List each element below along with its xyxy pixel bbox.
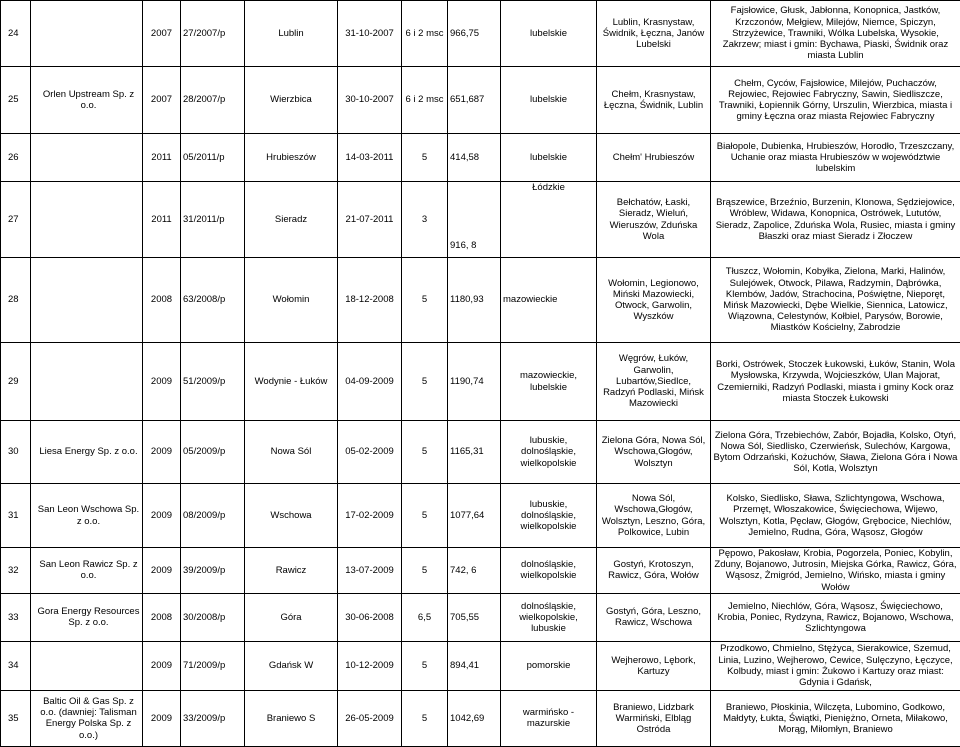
communes-cell: Fajsłowice, Głusk, Jabłonna, Konopnica, Jastków, Krzczonów, Mełgiew, Milejów, Niemce, Spiczyn, Strzyżewice, Trawniki, Wólka Lubelska, Wysokie, Zakrzew; miast i gmin: Bychawa, Piaski, Świdnik oraz miasta Lublin [711, 1, 960, 67]
communes-cell: Przodkowo, Chmielno, Stężyca, Sierakowice, Szemud, Linia, Luzino, Wejherowo, Cewice, Sulęczyno, Łęczyce, Kolbudy, miast i gmin: Żukowo i Kartuzy oraz miast: Gdynia i Gdańsk, [711, 641, 960, 690]
voivodeship-cell: lubelskie [501, 1, 597, 67]
year-cell: 2009 [143, 690, 181, 746]
concession-number-cell: 63/2008/p [181, 258, 245, 343]
table-row [1, 484, 960, 548]
company-name-cell: San Leon Rawicz Sp. z o.o. [31, 548, 143, 594]
validity-period-cell: 5 [402, 641, 448, 690]
counties-cell: Chełm, Krasnystaw, Łęczna, Świdnik, Lublin [597, 67, 711, 134]
company-name-cell: Gora Energy Resources Sp. z o.o. [31, 593, 143, 641]
area-km2-cell: 1165,31 [448, 421, 501, 484]
area-km2-cell: 916, 8 [448, 182, 501, 258]
company-name-cell: San Leon Wschowa Sp. z o.o. [31, 484, 143, 548]
company-name-cell: Baltic Oil & Gas Sp. z o.o. (dawniej: Talisman Energy Polska Sp. z o.o.) [31, 690, 143, 746]
voivodeship-cell: lubuskie, dolnośląskie, wielkopolskie [501, 421, 597, 484]
concession-name-cell: Wschowa [245, 484, 338, 548]
validity-period-cell: 6 i 2 msc [402, 67, 448, 134]
grant-date-cell: 13-07-2009 [338, 548, 402, 594]
row-number-cell: 35 [1, 690, 31, 746]
year-cell: 2011 [143, 134, 181, 182]
row-number-cell: 30 [1, 421, 31, 484]
table-row [1, 67, 960, 134]
concession-number-cell: 08/2009/p [181, 484, 245, 548]
area-km2-cell: 966,75 [448, 1, 501, 67]
concession-number-cell: 33/2009/p [181, 690, 245, 746]
grant-date-cell: 30-10-2007 [338, 67, 402, 134]
table-row [1, 421, 960, 484]
validity-period-cell: 6 i 2 msc [402, 1, 448, 67]
validity-period-cell: 5 [402, 258, 448, 343]
counties-cell: Węgrów, Łuków, Garwolin, Lubartów,Siedlce, Radzyń Podlaski, Mińsk Mazowiecki [597, 343, 711, 421]
voivodeship-cell: Łódzkie [501, 182, 597, 258]
year-cell: 2008 [143, 593, 181, 641]
concession-name-cell: Wodynie - Łuków [245, 343, 338, 421]
row-number-cell: 33 [1, 593, 31, 641]
counties-cell: Lublin, Krasnystaw, Świdnik, Łęczna, Janów Lubelski [597, 1, 711, 67]
communes-cell: Borki, Ostrówek, Stoczek Łukowski, Łuków, Stanin, Wola Mysłowska, Krzywda, Wojcieszków, Ulan Majorat, Czemierniki, Radzyń Podlaski, miasta i gminy Kock oraz miasta Stoczek Łukowski [711, 343, 960, 421]
row-number-cell: 32 [1, 548, 31, 594]
concession-number-cell: 39/2009/p [181, 548, 245, 594]
row-number-cell: 29 [1, 343, 31, 421]
counties-cell: Zielona Góra, Nowa Sól, Wschowa,Głogów, Wolsztyn [597, 421, 711, 484]
year-cell: 2011 [143, 182, 181, 258]
counties-cell: Nowa Sól, Wschowa,Głogów, Wolsztyn, Leszno, Góra, Polkowice, Lubin [597, 484, 711, 548]
company-name-cell [31, 134, 143, 182]
validity-period-cell: 5 [402, 548, 448, 594]
area-km2-cell: 1190,74 [448, 343, 501, 421]
communes-cell: Pępowo, Pakosław, Krobia, Pogorzela, Poniec, Kobylin, Zduny, Bojanowo, Jutrosin, Miejska Górka, Rawicz, Góra, Wąsosz, Żmigród, Jemielno, Wińsko, miasta i gminy Wołów [711, 548, 960, 594]
concession-name-cell: Gdańsk W [245, 641, 338, 690]
table-row [1, 343, 960, 421]
counties-cell: Braniewo, Lidzbark Warmiński, Elbląg Ostróda [597, 690, 711, 746]
grant-date-cell: 05-02-2009 [338, 421, 402, 484]
concession-name-cell: Rawicz [245, 548, 338, 594]
concession-number-cell: 27/2007/p [181, 1, 245, 67]
grant-date-cell: 04-09-2009 [338, 343, 402, 421]
row-number-cell: 34 [1, 641, 31, 690]
concession-name-cell: Wierzbica [245, 67, 338, 134]
voivodeship-cell: lubelskie [501, 134, 597, 182]
concession-name-cell: Hrubieszów [245, 134, 338, 182]
row-number-cell: 27 [1, 182, 31, 258]
communes-cell: Braniewo, Płoskinia, Wilczęta, Lubomino, Godkowo, Małdyty, Łukta, Świątki, Pieniężno, Orneta, Miłakowo, Morąg, Miłomłyn, Braniewo [711, 690, 960, 746]
area-km2-cell: 651,687 [448, 67, 501, 134]
validity-period-cell: 5 [402, 484, 448, 548]
company-name-cell: Liesa Energy Sp. z o.o. [31, 421, 143, 484]
concession-name-cell: Góra [245, 593, 338, 641]
concession-name-cell: Wołomin [245, 258, 338, 343]
table-row [1, 182, 960, 258]
communes-cell: Brąszewice, Brzeźnio, Burzenin, Klonowa, Sędziejowice, Wróblew, Widawa, Konopnica, Ostrówek, Lututów, Sieradz, Zapolice, Zduńska Wola, Rusiec, miasta i gminy Błaszki oraz miast Sieradz i Złoczew [711, 182, 960, 258]
communes-cell: Białopole, Dubienka, Hrubieszów, Horodło, Trzeszczany, Uchanie oraz miasta Hrubieszów w województwie lubelskim [711, 134, 960, 182]
year-cell: 2007 [143, 1, 181, 67]
row-number-cell: 31 [1, 484, 31, 548]
year-cell: 2009 [143, 421, 181, 484]
grant-date-cell: 26-05-2009 [338, 690, 402, 746]
validity-period-cell: 5 [402, 134, 448, 182]
table-body [1, 1, 960, 747]
voivodeship-cell: lubuskie, dolnośląskie, wielkopolskie [501, 484, 597, 548]
year-cell: 2009 [143, 343, 181, 421]
voivodeship-cell: lubelskie [501, 67, 597, 134]
validity-period-cell: 5 [402, 343, 448, 421]
validity-period-cell: 3 [402, 182, 448, 258]
area-km2-cell: 894,41 [448, 641, 501, 690]
concession-name-cell: Lublin [245, 1, 338, 67]
area-km2-cell: 1042,69 [448, 690, 501, 746]
grant-date-cell: 18-12-2008 [338, 258, 402, 343]
year-cell: 2009 [143, 548, 181, 594]
company-name-cell: Orlen Upstream Sp. z o.o. [31, 67, 143, 134]
area-km2-cell: 414,58 [448, 134, 501, 182]
grant-date-cell: 17-02-2009 [338, 484, 402, 548]
table-row [1, 548, 960, 594]
row-number-cell: 26 [1, 134, 31, 182]
voivodeship-cell: dolnośląskie, wielkopolskie [501, 548, 597, 594]
company-name-cell [31, 641, 143, 690]
voivodeship-cell: dolnośląskie, wielkopolskie, lubuskie [501, 593, 597, 641]
year-cell: 2009 [143, 641, 181, 690]
concession-number-cell: 05/2011/p [181, 134, 245, 182]
counties-cell: Gostyń, Góra, Leszno, Rawicz, Wschowa [597, 593, 711, 641]
voivodeship-cell: pomorskie [501, 641, 597, 690]
year-cell: 2007 [143, 67, 181, 134]
grant-date-cell: 31-10-2007 [338, 1, 402, 67]
counties-cell: Wołomin, Legionowo, Miński Mazowiecki, Otwock, Garwolin, Wyszków [597, 258, 711, 343]
table-row [1, 641, 960, 690]
communes-cell: Kolsko, Siedlisko, Sława, Szlichtyngowa, Wschowa, Przemęt, Włoszakowice, Święciechowa, Wijewo, Wolsztyn, Kotla, Pęcław, Głogów, Grębocice, Niechlów, Jemielno, Rudna, Góra, Wąsosz, Głogów [711, 484, 960, 548]
area-km2-cell: 705,55 [448, 593, 501, 641]
counties-cell: Gostyń, Krotoszyn, Rawicz, Góra, Wołów [597, 548, 711, 594]
company-name-cell [31, 1, 143, 67]
counties-cell: Wejherowo, Lębork, Kartuzy [597, 641, 711, 690]
concession-name-cell: Braniewo S [245, 690, 338, 746]
concession-number-cell: 51/2009/p [181, 343, 245, 421]
table-row [1, 258, 960, 343]
concession-number-cell: 31/2011/p [181, 182, 245, 258]
concession-number-cell: 05/2009/p [181, 421, 245, 484]
row-number-cell: 28 [1, 258, 31, 343]
table-row [1, 593, 960, 641]
concession-name-cell: Sieradz [245, 182, 338, 258]
concession-number-cell: 30/2008/p [181, 593, 245, 641]
area-km2-cell: 1077,64 [448, 484, 501, 548]
table-row [1, 690, 960, 746]
communes-cell: Jemielno, Niechlów, Góra, Wąsosz, Święciechowo, Krobia, Poniec, Rydzyna, Rawicz, Bojanowo, Wschowa, Szlichtyngowa [711, 593, 960, 641]
area-km2-cell: 1180,93 [448, 258, 501, 343]
grant-date-cell: 30-06-2008 [338, 593, 402, 641]
year-cell: 2008 [143, 258, 181, 343]
grant-date-cell: 21-07-2011 [338, 182, 402, 258]
counties-cell: Bełchatów, Łaski, Sieradz, Wieluń, Wieruszów, Zduńska Wola [597, 182, 711, 258]
validity-period-cell: 5 [402, 421, 448, 484]
concession-number-cell: 28/2007/p [181, 67, 245, 134]
counties-cell: Chełm' Hrubieszów [597, 134, 711, 182]
table-row [1, 134, 960, 182]
communes-cell: Zielona Góra, Trzebiechów, Zabór, Bojadła, Kolsko, Otyń, Nowa Sól, Siedlisko, Czerwieńsk, Sulechów, Kargowa, Bytom Odrzański, Kożuchów, Sława, Zielona Góra i Nowa Sól, Kotla, Wolsztyn [711, 421, 960, 484]
row-number-cell: 24 [1, 1, 31, 67]
area-km2-cell: 742, 6 [448, 548, 501, 594]
company-name-cell [31, 182, 143, 258]
voivodeship-cell: mazowieckie [501, 258, 597, 343]
company-name-cell [31, 258, 143, 343]
voivodeship-cell: warmińsko - mazurskie [501, 690, 597, 746]
grant-date-cell: 10-12-2009 [338, 641, 402, 690]
communes-cell: Tłuszcz, Wołomin, Kobyłka, Zielona, Marki, Halinów, Sulejówek, Otwock, Pilawa, Radzymin, Dąbrówka, Klembów, Jadów, Strachocina, Poświętne, Nieporęt, Mińsk Mazowiecki, Dębe Wielkie, Siennica, Latowicz, Wiązowna, Celestynów, Kołbiel, Parysów, Borowie, Miastków Kościelny, Zabrodzie [711, 258, 960, 343]
row-number-cell: 25 [1, 67, 31, 134]
grant-date-cell: 14-03-2011 [338, 134, 402, 182]
validity-period-cell: 6,5 [402, 593, 448, 641]
table-row [1, 1, 960, 67]
validity-period-cell: 5 [402, 690, 448, 746]
concession-name-cell: Nowa Sól [245, 421, 338, 484]
company-name-cell [31, 343, 143, 421]
communes-cell: Chełm, Cyców, Fajsłowice, Milejów, Puchaczów, Rejowiec, Rejowiec Fabryczny, Sawin, Siedliszcze, Trawniki, Łopiennik Górny, Urszulin, Wierzbica, miasta i gminy Łęczna oraz miasta Rejowiec Fabryczny [711, 67, 960, 134]
voivodeship-cell: mazowieckie, lubelskie [501, 343, 597, 421]
concession-number-cell: 71/2009/p [181, 641, 245, 690]
year-cell: 2009 [143, 484, 181, 548]
